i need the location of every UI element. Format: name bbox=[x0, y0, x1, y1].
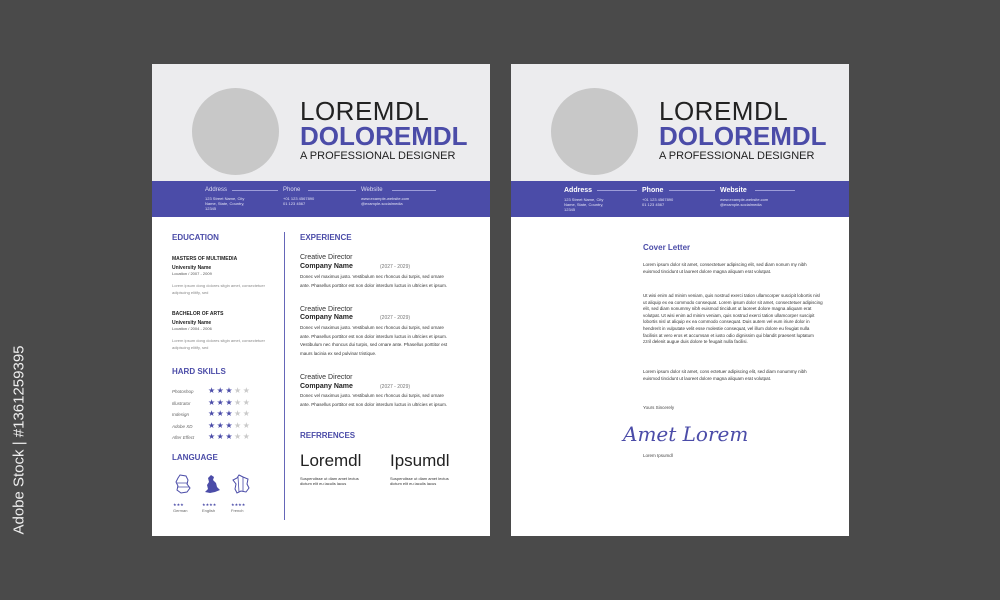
job-description: Donec vel maximus justo. Vestibulum nec rhoncus dui turpis, sed ornare ante. Phasellus porttitor est non dolor interdum luctus in ultricies et ipsum. bbox=[300, 274, 448, 288]
contact-phone: Phone +01 123 4567890 01 123 4567 bbox=[642, 187, 674, 207]
profile-photo-placeholder bbox=[551, 88, 638, 175]
germany-map-icon bbox=[173, 474, 193, 494]
language-name: English bbox=[202, 508, 216, 513]
language-rating: ★★★★ bbox=[202, 502, 217, 507]
first-name: LOREMDL bbox=[659, 96, 789, 126]
job-dates: (2027 - 2029) bbox=[380, 264, 411, 270]
contact-divider bbox=[597, 190, 637, 191]
university-name: University Name bbox=[172, 265, 212, 271]
job-dates: (2027 - 2029) bbox=[380, 384, 411, 390]
contact-address: Address 123 Street Name, City Name, State, Country, 12345 bbox=[564, 187, 604, 212]
job-role: A PROFESSIONAL DESIGNER bbox=[659, 150, 815, 162]
star-filled-icon: ★ bbox=[208, 409, 217, 418]
contact-phone: Phone +01 123 4567890 01 123 4567 bbox=[283, 187, 315, 206]
language-name: French bbox=[231, 508, 244, 513]
last-name: DOLOREMDL bbox=[300, 121, 468, 151]
star-empty-icon: ★ bbox=[242, 432, 252, 441]
star-empty-icon: ★ bbox=[234, 432, 243, 441]
contact-divider bbox=[669, 190, 715, 191]
education-location: Location / 2004 - 2006 bbox=[172, 326, 212, 331]
reference-caption: Suspendisse ut diam amet lectus dictum elit eu iaculis lacus bbox=[300, 476, 359, 486]
cover-header bbox=[511, 64, 849, 181]
sign-off: Yours Sincerely bbox=[643, 405, 675, 410]
contact-band bbox=[152, 181, 490, 217]
contact-divider bbox=[308, 190, 356, 191]
job-description: Donec vel maximus justo. Vestibulum nec rhoncus dui turpis, sed ornare ante. Phasellus porttitor est non dolor interdum luctus in ultricies et ipsum. Vestibulum nec rhoncus dui turpis, sed ornare ante. Phasellus porttitor est maurs lacinia ex sed pulvinar tristique. bbox=[300, 325, 448, 356]
letter-paragraph: Lorem ipsum dolor sit amet, consectetuer adipiscing elit, sed diam nonum my nibh euismod tincidunt ut laoreet dolore magna aliquam erat volutpat. bbox=[643, 262, 807, 274]
education-heading: EDUCATION bbox=[172, 233, 219, 242]
hard-skills-heading: HARD SKILLS bbox=[172, 367, 226, 376]
cover-letter-page bbox=[511, 64, 849, 536]
contact-band bbox=[511, 181, 849, 217]
star-filled-icon: ★ bbox=[208, 397, 217, 407]
star-empty-icon: ★ bbox=[242, 397, 252, 407]
signer-name: Lorem Ipsumdl bbox=[643, 453, 673, 458]
job-title: Creative Director bbox=[300, 306, 353, 313]
first-name: LOREMDL bbox=[300, 96, 430, 126]
star-filled-icon: ★ bbox=[225, 409, 235, 418]
skill-name: Indesign bbox=[172, 412, 190, 417]
star-filled-icon: ★ bbox=[225, 386, 235, 395]
degree-title: MASTERS OF MULTIMEDIA bbox=[172, 256, 238, 262]
skill-rating bbox=[208, 399, 251, 407]
reference-caption: Suspendisse ut diam amet lectus dictum elit eu iaculis lacus bbox=[390, 476, 449, 486]
star-filled-icon: ★ bbox=[225, 432, 235, 441]
letter-paragraph: Ut wisi enim ad minim veniam, quis nostrud exerci tation ullamcorper suscipit lobortis nisl ut aliquip ex ea commodo consequat. Lorem ipsum dolor sit amet, consectetuer adipiscing elit, sed diam nonummy nibh euismod tincidunt ut laoreet dolore magna aliquam erat volutpat. Ut wisi enim ad minim veniam, quis nostrud exerci tation ullamcorper suscipit lobortis nisl ut aliquip ex ea commodo consequat. Duis autem vel eum iriure dolor in hendrerit in vulputate velit esse molestie consequat, vel illum dolore eu feugiat nulla facilisis at vero eros et accumsan et iusto odio dignissim qui blandit praesent luptatum zzril delenit augue duis dolore te feugait nulla facilisi. bbox=[643, 293, 823, 345]
resume-page bbox=[152, 64, 490, 536]
contact-website: Website www.example-website.com @example-socialmedia bbox=[361, 187, 410, 206]
star-filled-icon: ★ bbox=[208, 420, 217, 430]
contact-website: Website www.example-website.com @example-socialmedia bbox=[720, 187, 769, 207]
contact-divider bbox=[755, 190, 795, 191]
company-name: Company Name bbox=[300, 383, 353, 390]
skill-rating bbox=[208, 410, 251, 418]
job-description: Donec vel maximus justo. Vestibulum nec rhoncus dui turpis, sed ornare ante. Phasellus porttitor est non dolor interdum luctus in ultricies et ipsum. bbox=[300, 393, 448, 407]
job-role: A PROFESSIONAL DESIGNER bbox=[300, 150, 456, 162]
star-filled-icon: ★ bbox=[216, 397, 226, 407]
star-filled-icon: ★ bbox=[216, 409, 226, 418]
company-name: Company Name bbox=[300, 263, 353, 270]
contact-address: Address 123 Street Name, City Name, State, Country, 12345 bbox=[205, 187, 245, 211]
university-name: University Name bbox=[172, 320, 212, 326]
star-empty-icon: ★ bbox=[234, 397, 243, 407]
skill-name: Photoshop bbox=[172, 389, 194, 394]
star-empty-icon: ★ bbox=[234, 420, 243, 430]
education-location: Location / 2007 - 2009 bbox=[172, 271, 212, 276]
star-filled-icon: ★ bbox=[216, 420, 226, 430]
star-filled-icon: ★ bbox=[208, 432, 217, 441]
language-rating: ★★★★ bbox=[231, 502, 246, 507]
skill-name: Illustrator bbox=[172, 400, 191, 406]
language-rating: ★★★ bbox=[173, 502, 184, 507]
company-name: Company Name bbox=[300, 314, 353, 321]
education-description: Lorem ipsum dong dolores sitgin amet, consectetuer adipiscing elitify, sed bbox=[172, 283, 265, 295]
experience-heading: EXPERIENCE bbox=[300, 233, 352, 242]
stock-id-label: Adobe Stock | #1361259395 bbox=[10, 345, 28, 535]
star-filled-icon: ★ bbox=[225, 397, 235, 407]
cover-letter-title: Cover Letter bbox=[643, 243, 691, 252]
star-empty-icon: ★ bbox=[234, 386, 243, 395]
contact-divider bbox=[232, 190, 278, 191]
resume-header bbox=[152, 64, 490, 181]
education-description: Lorem ipsum dong dolores sitgin amet, consectetuer adipiscing elitify, sed bbox=[172, 338, 265, 350]
reference-name: Loremdl bbox=[300, 451, 362, 470]
skill-rating bbox=[208, 422, 251, 430]
star-empty-icon: ★ bbox=[242, 420, 252, 430]
star-filled-icon: ★ bbox=[216, 432, 226, 441]
job-title: Creative Director bbox=[300, 374, 353, 381]
skill-name: After Effect bbox=[172, 435, 195, 440]
references-heading: REFRRENCES bbox=[300, 431, 356, 440]
job-title: Creative Director bbox=[300, 254, 353, 261]
england-map-icon bbox=[202, 474, 222, 494]
reference-name: Ipsumdl bbox=[390, 451, 450, 470]
star-filled-icon: ★ bbox=[225, 420, 235, 430]
star-filled-icon: ★ bbox=[216, 386, 226, 395]
star-empty-icon: ★ bbox=[242, 386, 252, 395]
letter-paragraph: Lorem ipsum dolor sit amet, cons ectetuer adipiscing elit, sed diam nonummy nibh euismod tincidunt ut laoreet dolore magna aliquam erat volutpat. bbox=[643, 369, 807, 381]
star-empty-icon: ★ bbox=[242, 409, 252, 418]
profile-photo-placeholder bbox=[192, 88, 279, 175]
star-empty-icon: ★ bbox=[234, 409, 243, 418]
contact-divider bbox=[392, 190, 436, 191]
job-dates: (2027 - 2029) bbox=[380, 315, 411, 321]
france-map-icon bbox=[231, 474, 251, 494]
column-divider bbox=[284, 232, 285, 520]
language-name: German bbox=[173, 508, 188, 513]
skill-rating bbox=[208, 433, 251, 441]
language-heading: LANGUAGE bbox=[172, 453, 218, 462]
star-filled-icon: ★ bbox=[208, 386, 217, 395]
signature: Amet Lorem bbox=[623, 422, 749, 446]
degree-title: BACHELOR OF ARTS bbox=[172, 311, 224, 317]
skill-rating bbox=[208, 387, 251, 395]
last-name: DOLOREMDL bbox=[659, 121, 827, 151]
skill-name: Adobe XD bbox=[172, 423, 193, 429]
